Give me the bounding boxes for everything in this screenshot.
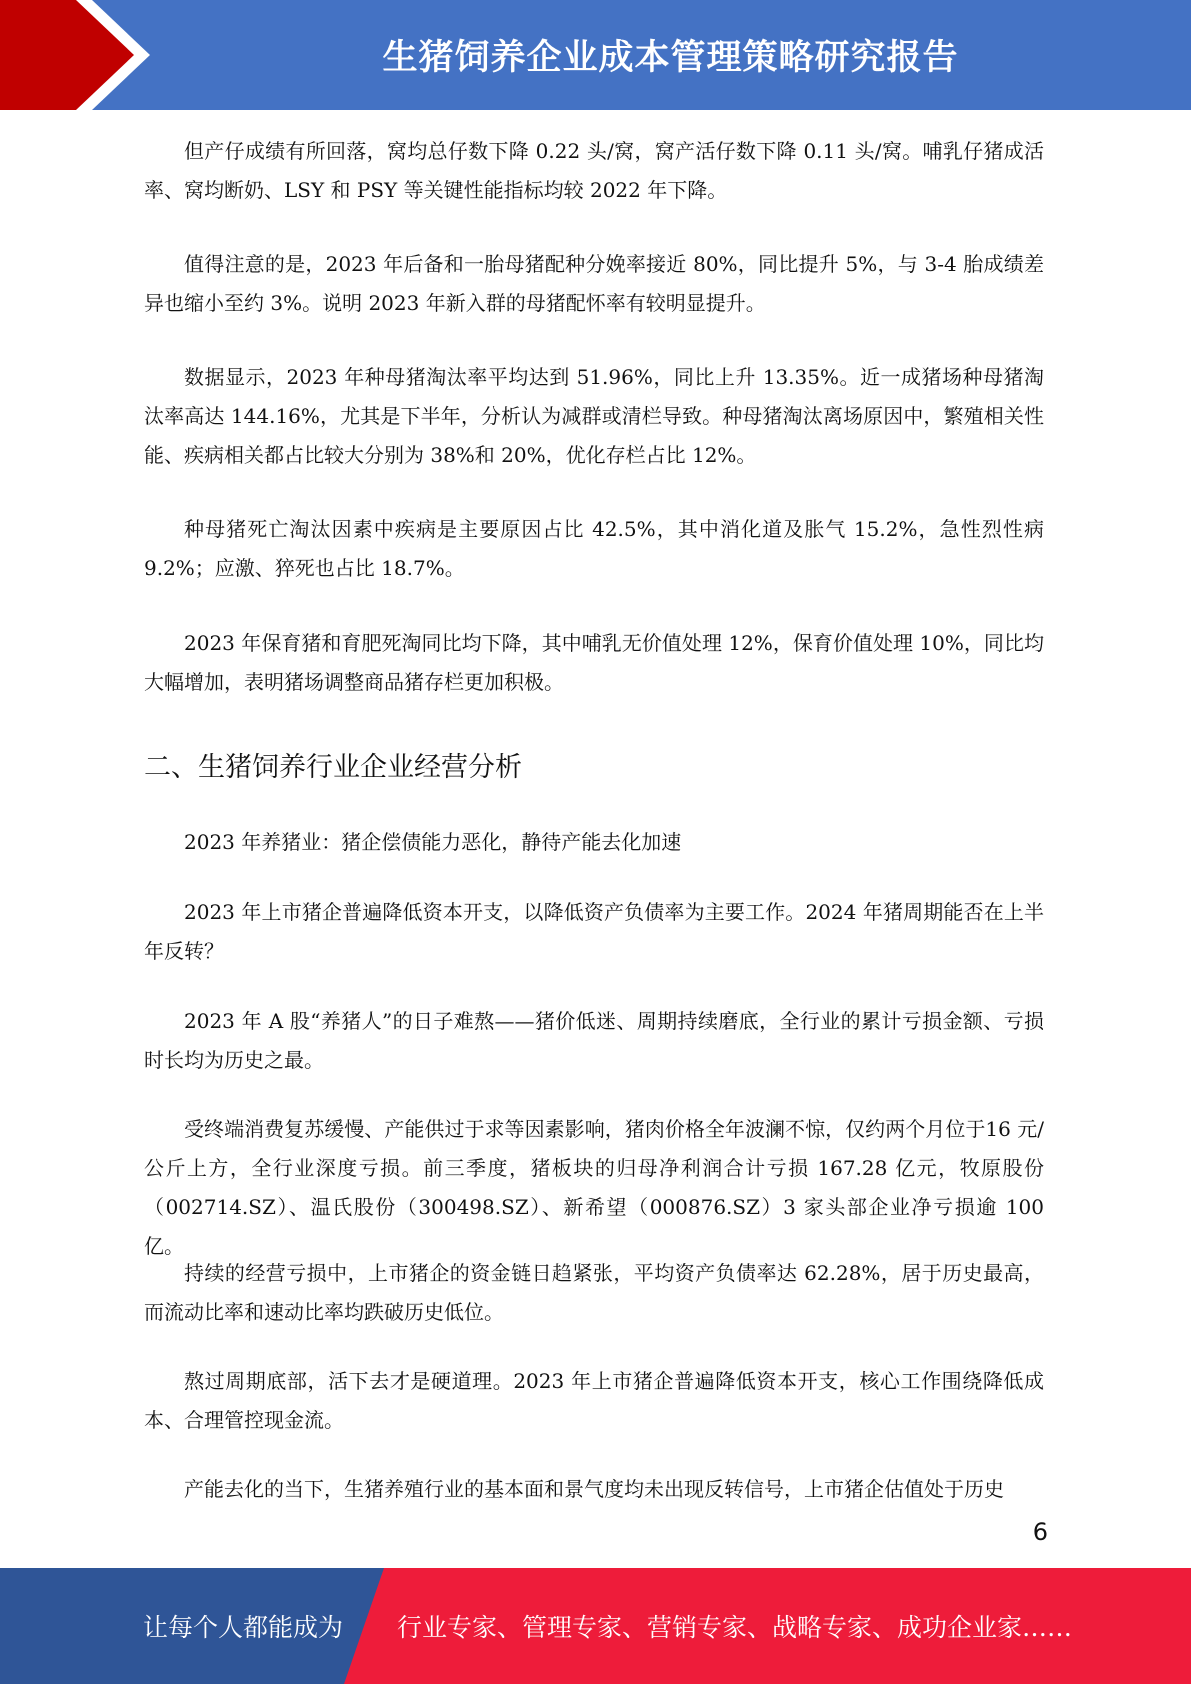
- paragraph: 持续的经营亏损中，上市猪企的资金链日趋紧张，平均资产负债率达 62.28%，居于历史最高，而流动比率和速动比率均跌破历史低位。: [144, 1261, 1044, 1324]
- paragraph: 种母猪死亡淘汰因素中疾病是主要原因占比 42.5%，其中消化道及胀气 15.2%，急性烈性病 9.2%；应激、猝死也占比 18.7%。: [144, 517, 1044, 580]
- footer-slogan-right: 行业专家、管理专家、营销专家、战略专家、成功企业家……: [397, 1613, 1073, 1642]
- paragraph: 但产仔成绩有所回落，窝均总仔数下降 0.22 头/窝，窝产活仔数下降 0.11 头/窝。哺乳仔猪成活率、窝均断奶、LSY 和 PSY 等关键性能指标均较 2022 年下降。: [144, 139, 1044, 202]
- paragraph: 2023 年保育猪和育肥死淘同比均下降，其中哺乳无价值处理 12%，保育价值处理 10%，同比均大幅增加，表明猪场调整商品猪存栏更加积极。: [144, 631, 1044, 694]
- paragraph: 受终端消费复苏缓慢、产能供过于求等因素影响，猪肉价格全年波澜不惊，仅约两个月位于16 元/公斤上方，全行业深度亏损。前三季度，猪板块的归母净利润合计亏损 167.28 亿元，牧原股份（002714.SZ）、温氏股份（300498.SZ）、新希望（000876.SZ）3 家头部企业净亏损逾 100 亿。: [144, 1117, 1044, 1258]
- paragraph: 2023 年养猪业：猪企偿债能力恶化，静待产能去化加速: [184, 830, 682, 854]
- page-header: [0, 0, 1191, 110]
- paragraph: 值得注意的是，2023 年后备和一胎母猪配种分娩率接近 80%，同比提升 5%，与 3-4 胎成绩差异也缩小至约 3%。说明 2023 年新入群的母猪配怀率有较明显提升。: [144, 252, 1044, 315]
- paragraph: 产能去化的当下，生猪养殖行业的基本面和景气度均未出现反转信号，上市猪企估值处于历史: [184, 1477, 1004, 1501]
- paragraph: 2023 年上市猪企普遍降低资本开支，以降低资产负债率为主要工作。2024 年猪周期能否在上半年反转？: [144, 900, 1044, 963]
- paragraph: 熬过周期底部，活下去才是硬道理。2023 年上市猪企普遍降低资本开支，核心工作围绕降低成本、合理管控现金流。: [144, 1369, 1044, 1432]
- section-heading: 二、生猪饲养行业企业经营分析: [144, 752, 522, 783]
- page-number: 6: [1032, 1518, 1048, 1546]
- footer-slogan-left: 让每个人都能成为: [143, 1613, 344, 1642]
- paragraph: 数据显示，2023 年种母猪淘汰率平均达到 51.96%，同比上升 13.35%。近一成猪场种母猪淘汰率高达 144.16%，尤其是下半年，分析认为减群或清栏导致。种母猪淘汰离场原因中，繁殖相关性能、疾病相关都占比较大分别为 38%和 20%，优化存栏占比 12%。: [144, 365, 1044, 467]
- report-title: 生猪饲养企业成本管理策略研究报告: [382, 38, 959, 78]
- page-footer: [0, 1568, 1191, 1684]
- paragraph: 2023 年 A 股“养猪人”的日子难熬——猪价低迷、周期持续磨底，全行业的累计亏损金额、亏损时长均为历史之最。: [144, 1009, 1044, 1072]
